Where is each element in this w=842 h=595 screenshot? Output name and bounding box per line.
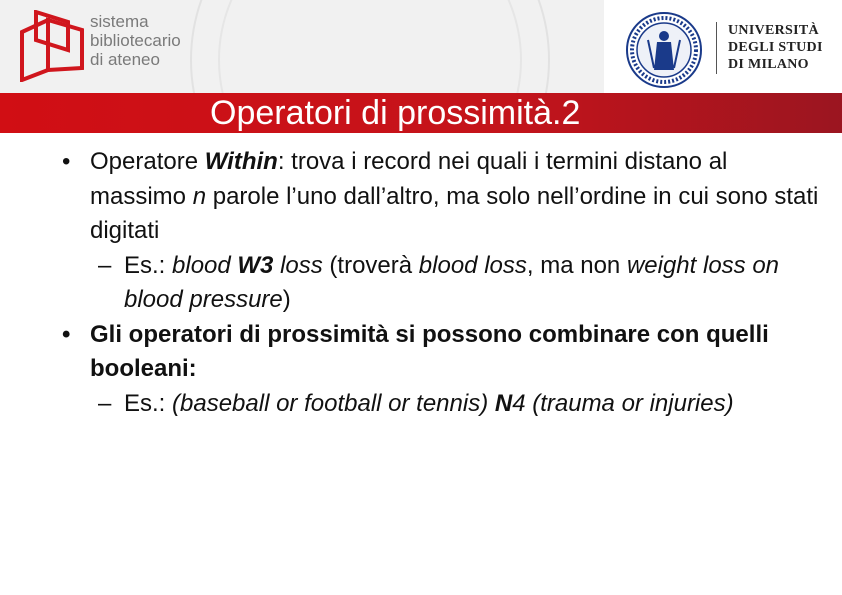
bullet-item (62, 145, 822, 249)
slide-title: Operatori di prossimità.2 (210, 94, 581, 132)
variable-n: n (192, 182, 207, 210)
dash-icon: – (98, 389, 112, 417)
example-operator: N (494, 389, 513, 417)
bullet-icon: • (62, 320, 71, 348)
example-term: weight loss on blood pressure (124, 251, 780, 313)
sub-bullet-item (62, 387, 822, 422)
sub-bullet-text: (troverà (322, 251, 419, 279)
sistema-bibliotecario-logo-icon (18, 10, 90, 82)
bullet-text: : trova i record nei quali i termini distano al massimo (90, 148, 728, 210)
bullet-text: Gli operatori di prossimità si possono combinare con quelli booleani: (90, 320, 769, 382)
bullet-item (62, 318, 822, 387)
operator-name: Within (204, 148, 278, 175)
bullet-text: Operatore (90, 148, 205, 175)
slide-header (0, 0, 842, 93)
example-term: blood (172, 251, 238, 279)
bullet-icon: • (62, 148, 71, 175)
university-seal-icon (624, 10, 704, 90)
sub-bullet-item (62, 249, 822, 318)
sub-bullet-text: Es.: (124, 251, 173, 279)
university-name-line: DEGLI STUDI (728, 40, 823, 55)
slide-body (62, 145, 822, 421)
bullet-text: parole l’uno dall’altro, ma solo nell’ordine in cui sono stati digitati (90, 182, 819, 244)
library-logo-line: bibliotecario (90, 31, 181, 50)
sub-bullet-text: ) (282, 286, 291, 313)
example-query: 4 (trauma or injuries) (512, 389, 734, 417)
dash-icon: – (98, 251, 112, 279)
seal-watermark-icon (190, 0, 550, 93)
university-name (728, 22, 823, 73)
university-name-line: UNIVERSITÀ (728, 23, 819, 38)
library-logo-line: di ateneo (90, 50, 160, 69)
university-logo-panel (604, 0, 842, 93)
example-term: blood loss (418, 251, 527, 279)
library-logo-line: sistema (90, 12, 149, 31)
university-name-line: DI MILANO (728, 57, 809, 72)
logo-divider (716, 22, 717, 74)
sub-bullet-text: Es.: (124, 389, 173, 417)
library-logo-text (90, 12, 181, 69)
example-operator: W3 (237, 251, 274, 279)
example-query: (baseball or football or tennis) (172, 389, 495, 417)
sub-bullet-text: , ma non (526, 251, 627, 279)
example-term: loss (273, 251, 323, 279)
